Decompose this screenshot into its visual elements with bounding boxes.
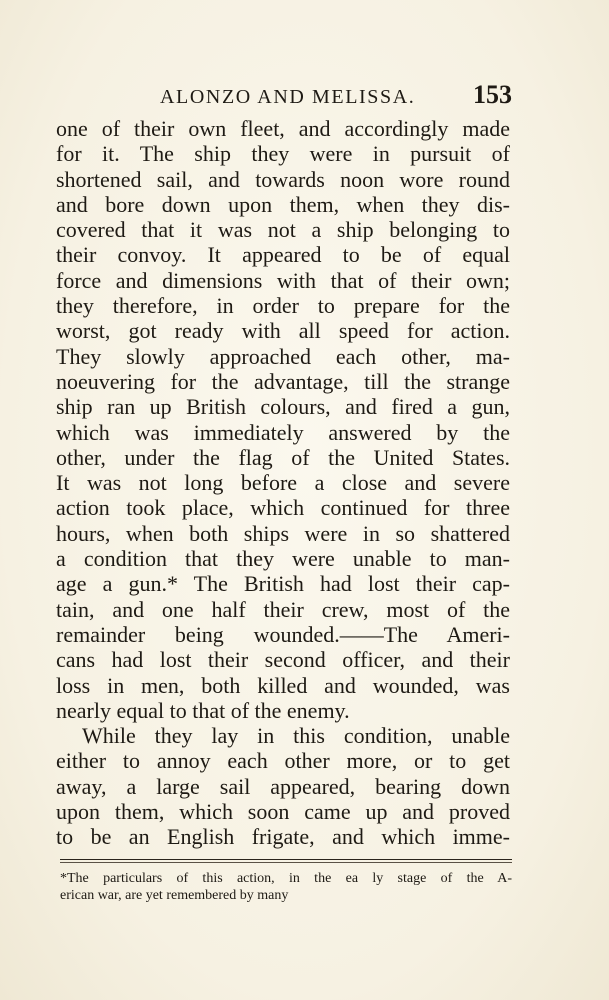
text-line: a condition that they were unable to man- [56,546,510,572]
body-text [56,116,510,850]
text-line: other, under the flag of the United States. [56,444,510,470]
text-line: loss in men, both killed and wounded, was [56,672,510,698]
text-line: and bore down upon them, when they dis- [56,191,510,217]
text-line: age a gun.* The British had lost their cap- [56,571,510,597]
text-line: It was not long before a close and severe [56,470,510,496]
text-line: shortened sail, and towards noon wore round [56,166,510,192]
text-line: for it. The ship they were in pursuit of [56,141,510,167]
text-line: tain, and one half their crew, most of the [56,596,510,622]
footnote-line: erican war, are yet remembered by many [60,888,289,903]
text-line: nearly equal to that of the enemy. [56,697,350,723]
text-line: which was immediately answered by the [56,419,510,445]
text-line: to be an English frigate, and which imme- [56,824,510,850]
text-line: covered that it was not a ship belonging to [56,217,510,243]
text-line: away, a large sail appeared, bearing down [56,773,510,799]
footnote-rule [60,859,512,860]
text-line: they therefore, in order to prepare for the [56,293,510,319]
text-line: one of their own fleet, and accordingly made [56,116,510,141]
footnote [60,870,512,904]
footnote-rule-thin [60,862,512,863]
text-line: their convoy. It appeared to be of equal [56,242,510,268]
text-line: upon them, which soon came up and proved [56,799,510,825]
text-line: noeuvering for the advantage, till the strange [56,368,510,394]
text-line: They slowly approached each other, ma- [56,343,510,369]
text-line: either to annoy each other more, or to get [56,748,510,774]
text-line: cans had lost their second officer, and their [56,647,510,673]
text-line: force and dimensions with that of their own; [56,267,510,293]
page-number: 153 [473,80,512,109]
running-title: ALONZO AND MELISSA. [160,86,416,108]
text-line: While they lay in this condition, unable [82,723,510,749]
text-line: remainder being wounded.——The Ameri- [56,621,510,647]
running-head [56,80,512,112]
text-line: action took place, which continued for three [56,495,510,521]
text-line: worst, got ready with all speed for action. [56,318,510,344]
text-line: ship ran up British colours, and fired a gun, [56,394,510,420]
footnote-line: *The particulars of this action, in the ea ly stage of the A- [60,871,512,886]
text-line: hours, when both ships were in so shattered [56,520,510,546]
